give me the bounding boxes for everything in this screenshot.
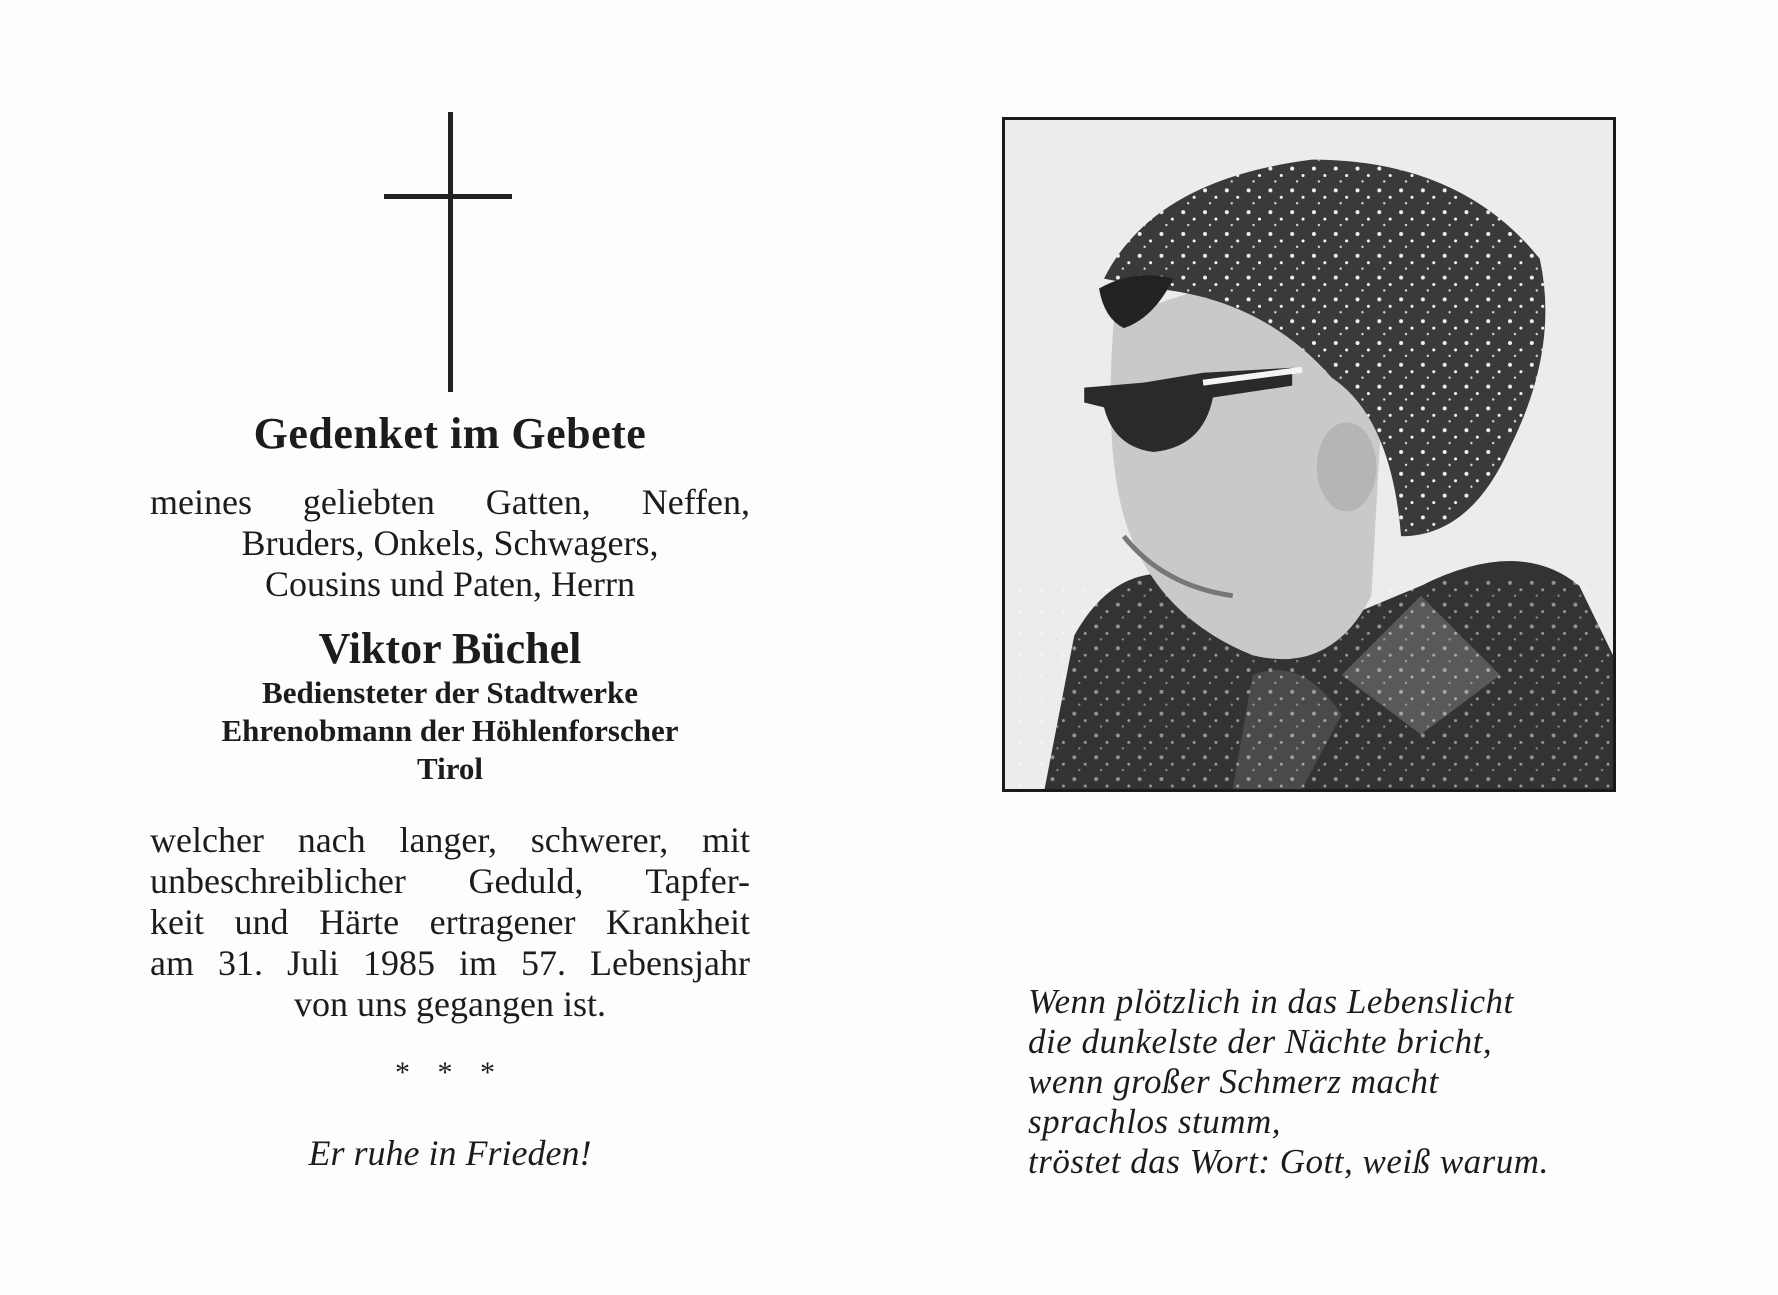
poem-line: Wenn plötzlich in das Lebenslicht [1028,982,1514,1021]
rip-text: Er ruhe in Frieden! [308,1133,592,1173]
relations-line: meines geliebten Gatten, Neffen, [150,482,750,522]
stars-divider: * * * [395,1056,505,1089]
poem-line: sprachlos stumm, [1028,1102,1282,1141]
heading: Gedenket im Gebete [253,409,647,458]
relations-text [150,482,750,605]
role-line: Bediensteter der Stadtwerke [262,675,638,710]
relations-line: Cousins und Paten, Herrn [265,564,635,604]
relations-line: Bruders, Onkels, Schwagers, [241,523,659,563]
body-line: unbeschreiblicher Geduld, Tapfer- [150,861,750,901]
body-line: von uns gegangen ist. [294,984,606,1024]
cross-icon [448,112,453,392]
role-line: Ehrenobmann der Höhlenforscher [221,713,679,748]
poem-line: tröstet das Wort: Gott, weiß warum. [1028,1142,1549,1181]
portrait-photo [1002,117,1616,792]
portrait-image [1005,120,1613,789]
roles [150,674,750,788]
role-line: Tirol [416,751,484,786]
poem [1028,982,1668,1182]
deceased-name: Viktor Büchel [318,624,582,673]
body-line: am 31. Juli 1985 im 57. Lebensjahr [150,943,750,983]
cross-icon-bar [384,194,512,199]
poem-line: wenn großer Schmerz macht [1028,1062,1439,1101]
body-line: keit und Härte ertragener Krankheit [150,902,750,942]
poem-line: die dunkelste der Nächte bricht, [1028,1022,1493,1061]
body-text [150,820,750,1025]
body-line: welcher nach langer, schwerer, mit [150,820,750,860]
